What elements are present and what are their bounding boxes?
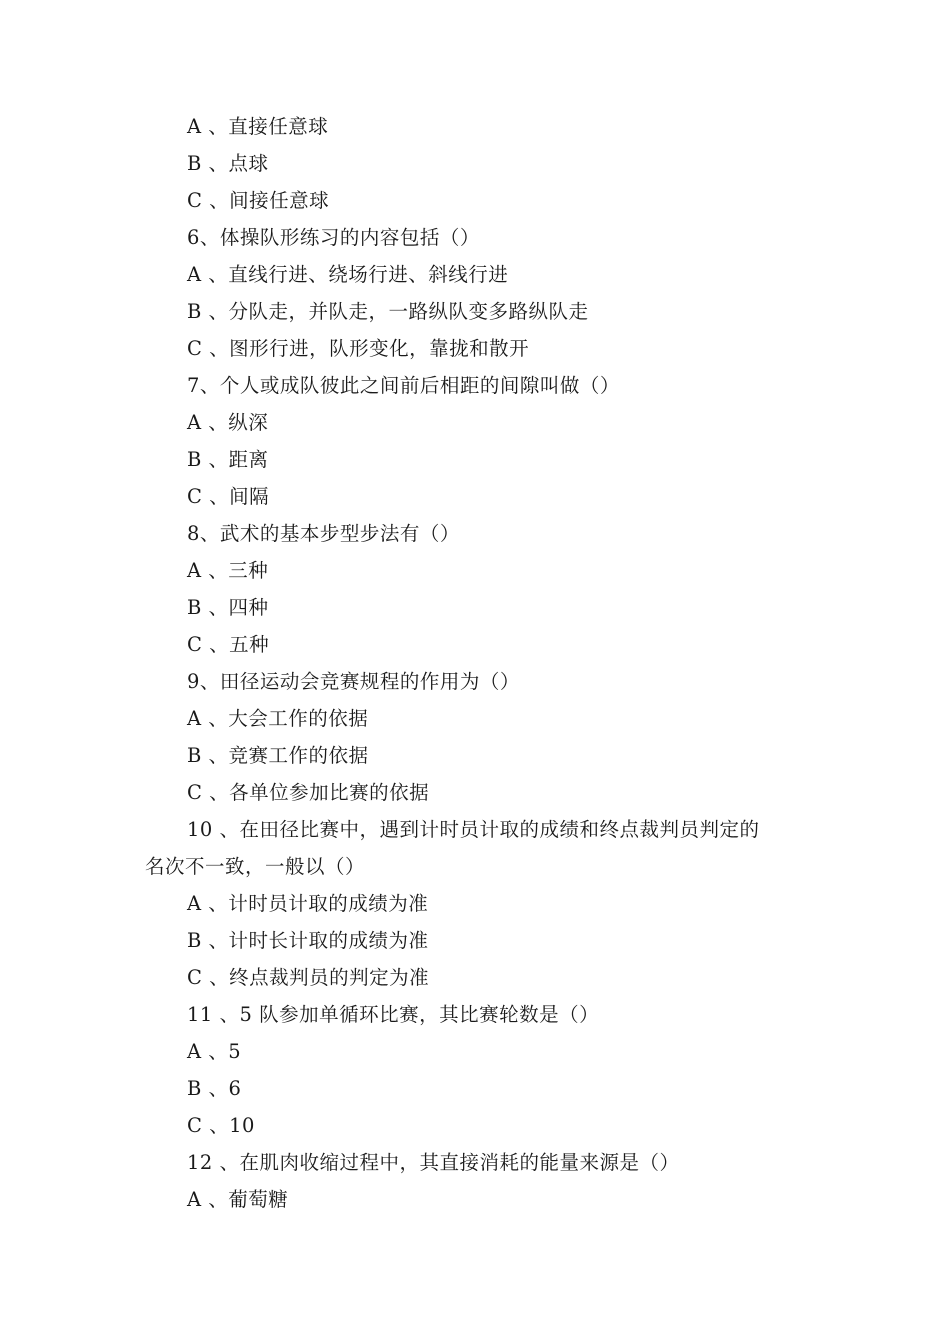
option-line: A 、直接任意球 [187,115,329,138]
option-line: B 、计时长计取的成绩为准 [187,929,429,952]
option-line: A 、纵深 [187,411,269,434]
option-line: A 、直线行进、绕场行进、斜线行进 [187,263,509,286]
question-line: 11 、5 队参加单循环比赛，其比赛轮数是（） [187,1003,600,1026]
option-line: B 、点球 [187,152,269,175]
question-line: 7、个人或成队彼此之间前后相距的间隙叫做（） [187,374,620,397]
question-line: 12 、在肌肉收缩过程中，其直接消耗的能量来源是（） [187,1151,680,1174]
question-line: 10 、在田径比赛中，遇到计时员计取的成绩和终点裁判员判定的 [187,818,760,841]
option-line: C 、间隔 [187,485,270,508]
option-line: A 、葡萄糖 [187,1188,289,1211]
question-line: 8、武术的基本步型步法有（） [187,522,460,545]
option-line: C 、间接任意球 [187,189,330,212]
option-line: A 、三种 [187,559,269,582]
question-list [0,108,950,1218]
option-line: B 、竞赛工作的依据 [187,744,369,767]
option-line: B 、距离 [187,448,269,471]
option-line: C 、终点裁判员的判定为准 [187,966,430,989]
question-line: 9、田径运动会竞赛规程的作用为（） [187,670,520,693]
option-line: C 、10 [187,1114,255,1137]
question-line: 6、体操队形练习的内容包括（） [187,226,480,249]
option-line: C 、图形行进，队形变化，靠拢和散开 [187,337,530,360]
option-line: B 、分队走，并队走，一路纵队变多路纵队走 [187,300,589,323]
option-line: A 、计时员计取的成绩为准 [187,892,429,915]
option-line: A 、大会工作的依据 [187,707,369,730]
option-line: A 、5 [187,1040,242,1063]
question-line-continued: 名次不一致，一般以（） [145,855,366,878]
option-line: B 、四种 [187,596,269,619]
option-line: B 、6 [187,1077,242,1100]
option-line: C 、五种 [187,633,270,656]
option-line: C 、各单位参加比赛的依据 [187,781,430,804]
